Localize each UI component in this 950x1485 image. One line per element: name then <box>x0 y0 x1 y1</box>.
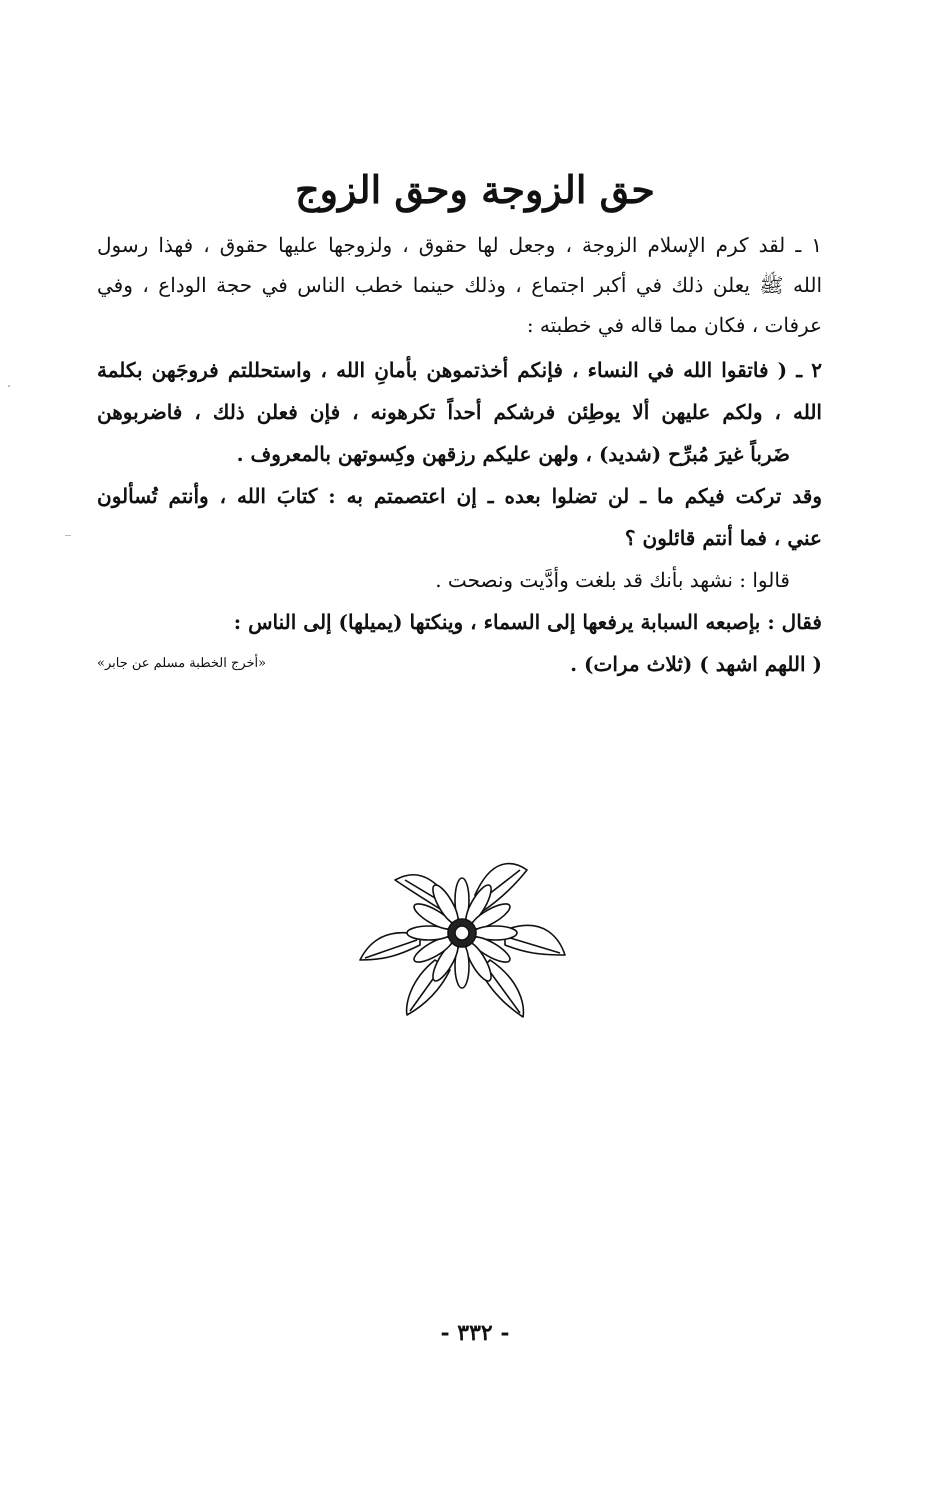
paragraph-2-line-5: عني ، فما أنتم قائلون ؟ <box>624 526 822 550</box>
paragraph-2-line-8: ( اللهم اشهد ) (ثلاث مرات) . <box>570 652 822 676</box>
page-number: - ٣٣٢ - <box>440 1320 510 1346</box>
paragraph-1-line-2: الله ﷺ يعلن ذلك في أكبر اجتماع ، وذلك حينما خطب الناس في حجة الوداع ، وفي <box>97 273 822 297</box>
flower-ornament-icon <box>355 845 570 1025</box>
paragraph-2-line-3: ضَرباً غيرَ مُبرِّح (شديد) ، ولهن عليكم رزقهن وكِسوتهن بالمعروف . <box>236 442 790 466</box>
footnote-source: «أخرج الخطبة مسلم عن جابر» <box>97 656 267 671</box>
paragraph-2-line-1: ٢ ـ ( فاتقوا الله في النساء ، فإنكم أخذتموهن بأمانِ الله ، واستحللتم فروجَهن بكلمة <box>97 358 822 382</box>
scan-mark <box>8 385 10 387</box>
paragraph-1-line-3: عرفات ، فكان مما قاله في خطبته : <box>526 313 822 337</box>
scan-mark <box>65 535 71 536</box>
paragraph-1-line-1: ١ ـ لقد كرم الإسلام الزوجة ، وجعل لها حقوق ، ولزوجها عليها حقوق ، فهذا رسول <box>97 233 822 257</box>
paragraph-2-line-7: فقال : بإصبعه السبابة يرفعها إلى السماء ، وينكتها (يميلها) إلى الناس : <box>233 610 822 634</box>
paragraph-2-line-4: وقد تركت فيكم ما ـ لن تضلوا بعده ـ إن اعتصمتم به : كتابَ الله ، وأنتم تُسألون <box>97 484 822 508</box>
page-title: حق الزوجة وحق الزوج <box>295 167 655 212</box>
paragraph-2-line-6: قالوا : نشهد بأنك قد بلغت وأدَّيت ونصحت . <box>435 568 790 592</box>
paragraph-2-line-2: الله ، ولكم عليهن ألا يوطِئن فرشكم أحداً تكرهونه ، فإن فعلن ذلك ، فاضربوهن <box>97 400 822 424</box>
